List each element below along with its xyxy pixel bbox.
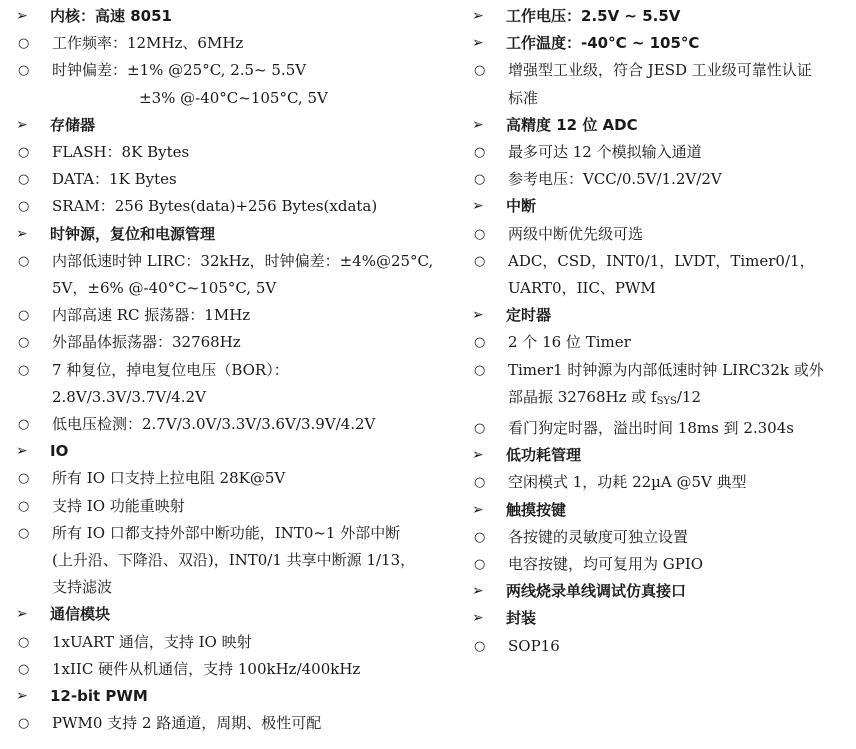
circle-bullet-icon: ○ bbox=[18, 362, 30, 378]
item-line bbox=[52, 329, 441, 356]
item-line bbox=[508, 469, 852, 496]
item-line-text: 2.8V/3.3V/3.7V/4.2V bbox=[52, 387, 206, 406]
item-text bbox=[50, 683, 441, 710]
item-line bbox=[52, 302, 441, 329]
list-item bbox=[16, 302, 441, 329]
list-item bbox=[16, 520, 441, 602]
subscript-text: SYS bbox=[656, 395, 677, 407]
item-line bbox=[508, 357, 852, 384]
item-text bbox=[52, 656, 441, 683]
item-line bbox=[52, 30, 441, 57]
item-line bbox=[52, 547, 441, 574]
list-item bbox=[472, 166, 852, 193]
item-line bbox=[52, 493, 441, 520]
section-heading bbox=[16, 438, 441, 465]
circle-bullet-icon: ○ bbox=[474, 253, 486, 269]
item-line-text: 电容按键，均可复用为 GPIO bbox=[508, 555, 704, 574]
item-line-text: 内部高速 RC 振荡器：1MHz bbox=[52, 306, 251, 325]
item-line-text: 1xUART 通信，支持 IO 映射 bbox=[52, 632, 252, 651]
item-text bbox=[506, 442, 852, 469]
item-line bbox=[508, 415, 852, 442]
item-line bbox=[508, 166, 852, 193]
item-line bbox=[508, 221, 852, 248]
item-line-text: 中断 bbox=[506, 197, 537, 216]
section-heading bbox=[16, 112, 441, 139]
item-text bbox=[506, 3, 852, 30]
item-line-text: 封装 bbox=[506, 609, 537, 628]
item-text bbox=[52, 248, 441, 302]
item-line-text: 两级中断优先级可选 bbox=[508, 224, 644, 243]
circle-bullet-icon: ○ bbox=[474, 226, 486, 242]
list-item bbox=[16, 465, 441, 492]
circle-bullet-icon: ○ bbox=[18, 417, 30, 433]
item-line-text: UART0，IIC、PWM bbox=[508, 279, 656, 298]
list-item bbox=[472, 633, 852, 660]
item-line bbox=[50, 112, 441, 139]
arrow-bullet-icon: ➢ bbox=[472, 501, 484, 518]
section-heading bbox=[16, 683, 441, 710]
list-item bbox=[472, 357, 852, 415]
circle-bullet-icon: ○ bbox=[474, 421, 486, 437]
item-text bbox=[52, 139, 441, 166]
item-text bbox=[506, 605, 852, 632]
left-column bbox=[16, 3, 441, 737]
arrow-bullet-icon: ➢ bbox=[472, 583, 484, 600]
item-line-text: 外部晶体振荡器：32768Hz bbox=[52, 333, 241, 352]
item-line bbox=[506, 193, 852, 220]
item-line-text: 工作电压：2.5V ~ 5.5V bbox=[506, 7, 681, 25]
item-text bbox=[52, 357, 441, 411]
item-line-text: 触摸按键 bbox=[506, 500, 567, 519]
item-text bbox=[52, 710, 441, 737]
circle-bullet-icon: ○ bbox=[18, 63, 30, 79]
item-text bbox=[506, 112, 852, 139]
item-text bbox=[506, 30, 852, 57]
circle-bullet-icon: ○ bbox=[474, 557, 486, 573]
item-line bbox=[52, 166, 441, 193]
list-item bbox=[16, 710, 441, 737]
arrow-bullet-icon: ➢ bbox=[16, 606, 28, 623]
item-line bbox=[50, 221, 441, 248]
item-line bbox=[506, 497, 852, 524]
item-line bbox=[52, 710, 441, 737]
item-line bbox=[508, 85, 852, 112]
item-line bbox=[52, 574, 441, 601]
item-text bbox=[52, 166, 441, 193]
list-item bbox=[16, 193, 441, 220]
item-line bbox=[50, 683, 441, 710]
list-item bbox=[472, 221, 852, 248]
item-text bbox=[508, 139, 852, 166]
item-line bbox=[50, 3, 441, 30]
item-line bbox=[52, 85, 441, 112]
item-line bbox=[508, 57, 852, 84]
item-line-text: (上升沿、下降沿、双沿)，INT0/1 共享中断源 1/13， bbox=[52, 551, 416, 570]
list-item bbox=[472, 551, 852, 578]
section-heading bbox=[472, 578, 852, 605]
item-line bbox=[506, 605, 852, 632]
item-text bbox=[508, 469, 852, 496]
section-heading bbox=[472, 302, 852, 329]
item-text bbox=[52, 57, 441, 111]
list-item bbox=[472, 415, 852, 442]
item-line bbox=[50, 438, 441, 465]
item-text bbox=[508, 551, 852, 578]
circle-bullet-icon: ○ bbox=[18, 471, 30, 487]
list-item bbox=[16, 248, 441, 302]
item-line-text: ADC，CSD，INT0/1，LVDT，Timer0/1， bbox=[508, 251, 815, 270]
item-text bbox=[508, 329, 852, 356]
item-line-text: DATA：1K Bytes bbox=[52, 170, 177, 189]
arrow-bullet-icon: ➢ bbox=[16, 116, 28, 133]
item-text bbox=[508, 248, 852, 302]
list-item bbox=[472, 469, 852, 496]
list-item bbox=[16, 656, 441, 683]
list-item bbox=[16, 30, 441, 57]
arrow-bullet-icon: ➢ bbox=[472, 198, 484, 215]
item-line bbox=[52, 139, 441, 166]
list-item bbox=[472, 329, 852, 356]
section-heading bbox=[16, 601, 441, 628]
item-line-text: 存储器 bbox=[50, 115, 96, 134]
item-line bbox=[52, 465, 441, 492]
item-text bbox=[508, 357, 852, 415]
item-text bbox=[508, 166, 852, 193]
item-text bbox=[52, 629, 441, 656]
circle-bullet-icon: ○ bbox=[18, 308, 30, 324]
item-line bbox=[506, 578, 852, 605]
item-text bbox=[508, 57, 852, 111]
item-line bbox=[508, 329, 852, 356]
item-line-text: 两线烧录单线调试仿真接口 bbox=[506, 582, 687, 601]
item-line-text: 5V，±6% @-40°C~105°C, 5V bbox=[52, 279, 277, 298]
section-heading bbox=[472, 193, 852, 220]
item-line bbox=[506, 3, 852, 30]
circle-bullet-icon: ○ bbox=[18, 36, 30, 52]
item-text bbox=[52, 520, 441, 602]
item-line bbox=[52, 520, 441, 547]
item-line bbox=[508, 384, 852, 415]
item-line bbox=[508, 524, 852, 551]
item-line bbox=[52, 57, 441, 84]
section-heading bbox=[472, 442, 852, 469]
section-heading bbox=[16, 221, 441, 248]
item-line-text: 增强型工业级，符合 JESD 工业级可靠性认证 bbox=[508, 61, 812, 80]
item-line-text: 高精度 12 位 ADC bbox=[506, 115, 638, 134]
item-line bbox=[52, 629, 441, 656]
item-line bbox=[52, 193, 441, 220]
item-text bbox=[508, 633, 852, 660]
suffix-text: /12 bbox=[676, 387, 702, 406]
section-heading bbox=[472, 605, 852, 632]
item-line-text: 部晶振 32768Hz 或 f bbox=[508, 387, 657, 406]
item-line-text: 时钟偏差：±1% @25°C, 2.5~ 5.5V bbox=[52, 61, 307, 80]
item-line bbox=[508, 551, 852, 578]
item-line bbox=[508, 633, 852, 660]
section-heading bbox=[472, 3, 852, 30]
circle-bullet-icon: ○ bbox=[18, 525, 30, 541]
item-line bbox=[52, 275, 441, 302]
list-item bbox=[16, 629, 441, 656]
item-line bbox=[506, 442, 852, 469]
circle-bullet-icon: ○ bbox=[474, 362, 486, 378]
item-line-text: Timer1 时钟源为内部低速时钟 LIRC32k 或外 bbox=[508, 360, 824, 379]
item-text bbox=[50, 112, 441, 139]
item-line-text: 定时器 bbox=[506, 306, 552, 325]
arrow-bullet-icon: ➢ bbox=[16, 443, 28, 460]
item-text bbox=[506, 193, 852, 220]
item-line-text: 各按键的灵敏度可独立设置 bbox=[508, 527, 689, 546]
section-heading bbox=[472, 112, 852, 139]
list-item bbox=[16, 411, 441, 438]
item-line-text: 7 种复位，掉电复位电压（BOR）： bbox=[52, 360, 289, 379]
list-item bbox=[16, 493, 441, 520]
item-line-text: 支持滤波 bbox=[52, 578, 113, 597]
item-line-text: 12-bit PWM bbox=[50, 687, 148, 706]
item-line-text: 所有 IO 口都支持外部中断功能，INT0~1 外部中断 bbox=[52, 523, 401, 542]
item-line bbox=[508, 139, 852, 166]
item-text bbox=[508, 221, 852, 248]
item-line-text: 最多可达 12 个模拟输入通道 bbox=[508, 143, 702, 162]
arrow-bullet-icon: ➢ bbox=[472, 8, 484, 24]
item-text bbox=[52, 465, 441, 492]
item-text bbox=[52, 193, 441, 220]
item-text bbox=[50, 438, 441, 465]
item-line bbox=[506, 30, 852, 57]
circle-bullet-icon: ○ bbox=[18, 634, 30, 650]
item-line bbox=[52, 248, 441, 275]
item-line-text: 通信模块 bbox=[50, 605, 111, 624]
item-line-text: 空闲模式 1，功耗 22µA @5V 典型 bbox=[508, 473, 747, 492]
item-line-text: 低功耗管理 bbox=[506, 446, 582, 465]
circle-bullet-icon: ○ bbox=[474, 475, 486, 491]
arrow-bullet-icon: ➢ bbox=[472, 116, 484, 133]
arrow-bullet-icon: ➢ bbox=[16, 225, 28, 242]
item-text bbox=[506, 497, 852, 524]
item-text bbox=[52, 493, 441, 520]
circle-bullet-icon: ○ bbox=[18, 253, 30, 269]
item-text bbox=[506, 578, 852, 605]
item-line-text: SOP16 bbox=[508, 636, 560, 655]
item-line bbox=[508, 248, 852, 275]
item-line-text: PWM0 支持 2 路通道，周期、极性可配 bbox=[52, 714, 322, 733]
circle-bullet-icon: ○ bbox=[18, 172, 30, 188]
section-heading bbox=[16, 3, 441, 30]
list-item bbox=[472, 524, 852, 551]
item-line bbox=[50, 601, 441, 628]
item-line-text: 2 个 16 位 Timer bbox=[508, 333, 631, 352]
item-line bbox=[52, 357, 441, 384]
list-item bbox=[16, 329, 441, 356]
section-heading bbox=[472, 30, 852, 57]
item-line-text: 看门狗定时器，溢出时间 18ms 到 2.304s bbox=[508, 419, 794, 438]
arrow-bullet-icon: ➢ bbox=[472, 447, 484, 464]
item-line bbox=[52, 656, 441, 683]
item-line-text: 低电压检测：2.7V/3.0V/3.3V/3.6V/3.9V/4.2V bbox=[52, 415, 376, 434]
section-heading bbox=[472, 497, 852, 524]
item-line-text: FLASH：8K Bytes bbox=[52, 143, 190, 162]
circle-bullet-icon: ○ bbox=[474, 335, 486, 351]
item-line-text: 内核：高速 8051 bbox=[50, 7, 172, 25]
item-line-text: 内部低速时钟 LIRC：32kHz，时钟偏差：±4%@25°C, bbox=[52, 251, 434, 270]
item-text bbox=[506, 302, 852, 329]
item-line bbox=[508, 275, 852, 302]
circle-bullet-icon: ○ bbox=[18, 661, 30, 677]
circle-bullet-icon: ○ bbox=[474, 529, 486, 545]
item-line-text: 工作频率：12MHz、6MHz bbox=[52, 34, 244, 53]
circle-bullet-icon: ○ bbox=[474, 145, 486, 161]
item-text bbox=[52, 30, 441, 57]
item-text bbox=[50, 3, 441, 30]
item-text bbox=[508, 415, 852, 442]
item-line bbox=[506, 302, 852, 329]
item-text bbox=[52, 411, 441, 438]
item-line-text: ±3% @-40°C~105°C, 5V bbox=[139, 88, 328, 107]
item-text bbox=[52, 302, 441, 329]
circle-bullet-icon: ○ bbox=[474, 172, 486, 188]
item-line-text: 1xIIC 硬件从机通信，支持 100kHz/400kHz bbox=[52, 659, 361, 678]
circle-bullet-icon: ○ bbox=[18, 716, 30, 732]
item-line-text: 所有 IO 口支持上拉电阻 28K@5V bbox=[52, 469, 286, 488]
item-line bbox=[506, 112, 852, 139]
item-line bbox=[52, 411, 441, 438]
circle-bullet-icon: ○ bbox=[18, 199, 30, 215]
list-item bbox=[472, 57, 852, 111]
arrow-bullet-icon: ➢ bbox=[472, 610, 484, 627]
arrow-bullet-icon: ➢ bbox=[16, 688, 28, 705]
arrow-bullet-icon: ➢ bbox=[16, 8, 28, 24]
right-column bbox=[472, 3, 852, 660]
item-text bbox=[508, 524, 852, 551]
list-item bbox=[16, 166, 441, 193]
list-item bbox=[472, 248, 852, 302]
circle-bullet-icon: ○ bbox=[18, 335, 30, 351]
item-line-text: 支持 IO 功能重映射 bbox=[52, 496, 185, 515]
circle-bullet-icon: ○ bbox=[474, 638, 486, 654]
item-line-text: SRAM：256 Bytes(data)+256 Bytes(xdata) bbox=[52, 197, 378, 216]
circle-bullet-icon: ○ bbox=[474, 63, 486, 79]
item-line-text: 时钟源，复位和电源管理 bbox=[50, 224, 216, 243]
item-text bbox=[50, 601, 441, 628]
list-item bbox=[16, 57, 441, 111]
arrow-bullet-icon: ➢ bbox=[472, 307, 484, 324]
item-line-text: IO bbox=[50, 442, 69, 461]
arrow-bullet-icon: ➢ bbox=[472, 35, 484, 52]
list-item bbox=[16, 139, 441, 166]
circle-bullet-icon: ○ bbox=[18, 498, 30, 514]
item-line-text: 标准 bbox=[508, 88, 539, 107]
list-item bbox=[16, 357, 441, 411]
item-line-text: 工作温度：-40°C ~ 105°C bbox=[506, 34, 700, 53]
item-text bbox=[52, 329, 441, 356]
list-item bbox=[472, 139, 852, 166]
circle-bullet-icon: ○ bbox=[18, 145, 30, 161]
item-line-text: 参考电压：VCC/0.5V/1.2V/2V bbox=[508, 170, 722, 189]
item-line bbox=[52, 384, 441, 411]
item-text bbox=[50, 221, 441, 248]
